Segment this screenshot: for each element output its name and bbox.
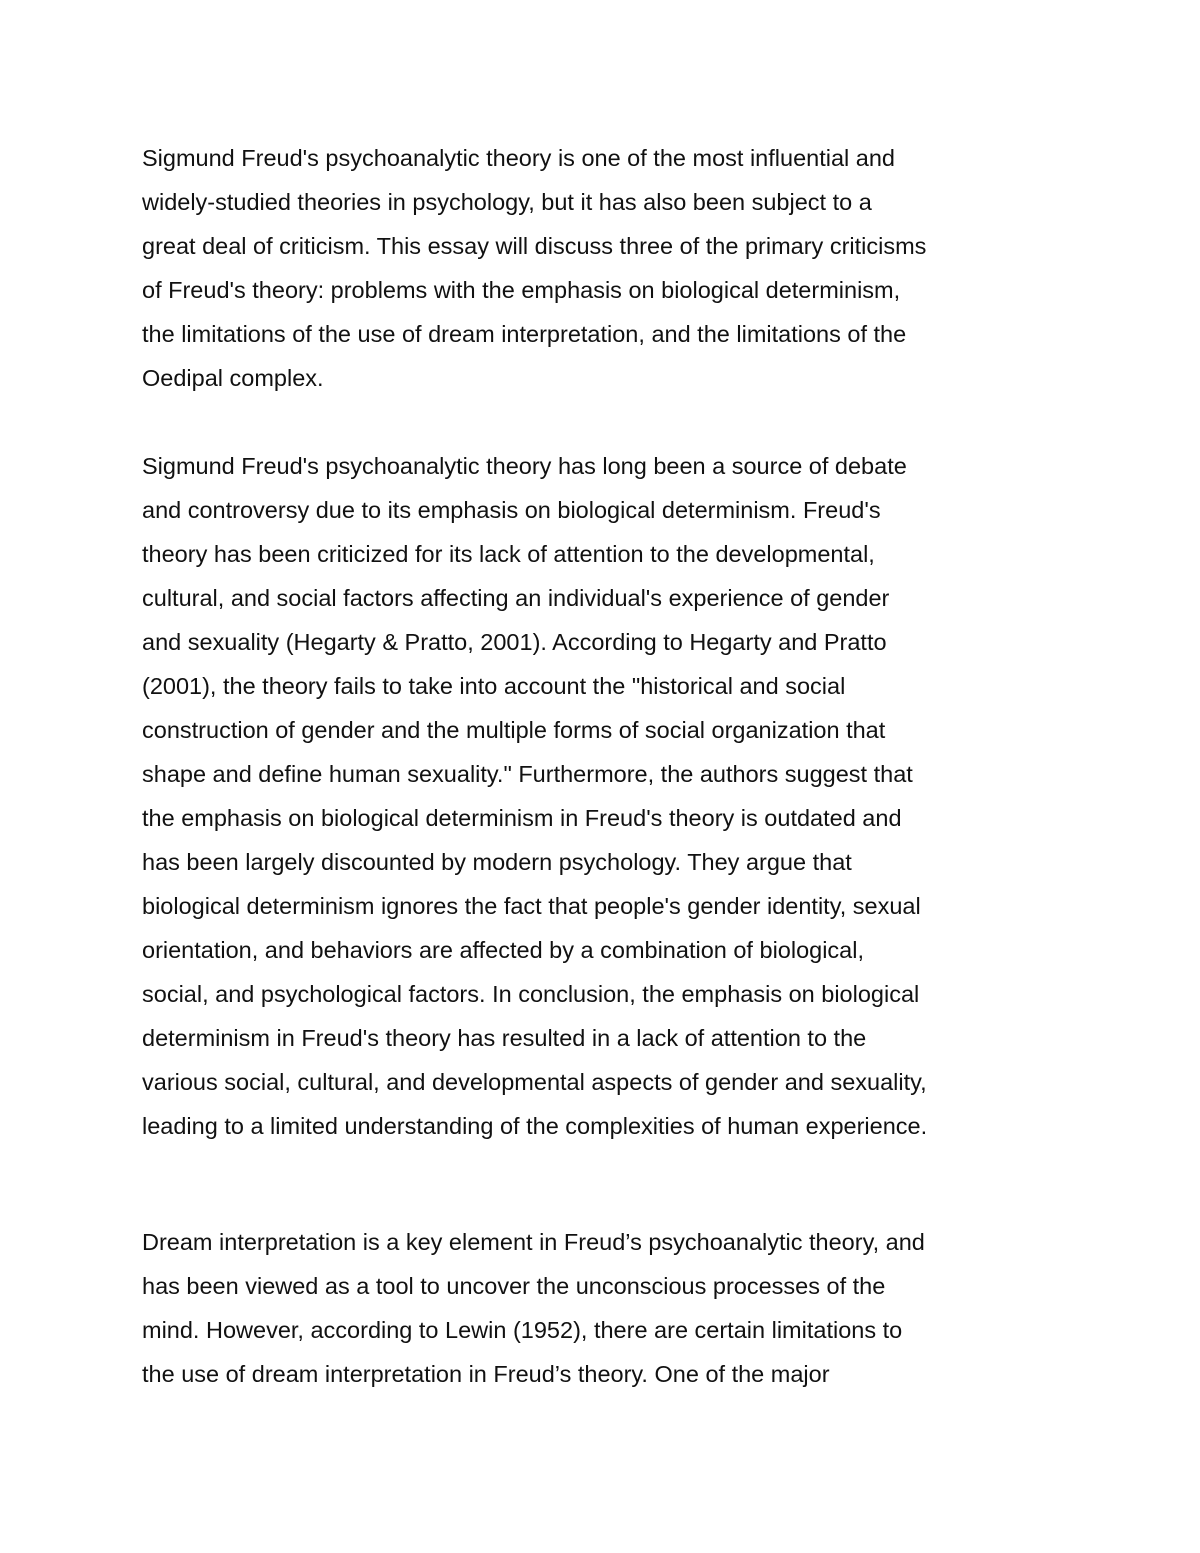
text-line: the limitations of the use of dream interpretation, and the limitations of the [142, 321, 907, 347]
document-body [142, 136, 1072, 1396]
paragraph-dream-interpretation [142, 1220, 1072, 1396]
text-line: and controversy due to its emphasis on biological determinism. Freud's [142, 497, 881, 523]
text-line: has been largely discounted by modern psychology. They argue that [142, 849, 852, 875]
text-line: cultural, and social factors affecting an individual's experience of gender [142, 585, 890, 611]
text-line: mind. However, according to Lewin (1952), there are certain limitations to [142, 1317, 903, 1343]
text-line: construction of gender and the multiple forms of social organization that [142, 717, 886, 743]
text-line: great deal of criticism. This essay will discuss three of the primary criticisms [142, 233, 927, 259]
text-line: widely-studied theories in psychology, but it has also been subject to a [142, 189, 872, 215]
text-line: (2001), the theory fails to take into account the "historical and social [142, 673, 846, 699]
text-line: Oedipal complex. [142, 365, 324, 391]
text-line: various social, cultural, and developmental aspects of gender and sexuality, [142, 1069, 927, 1095]
text-line: social, and psychological factors. In conclusion, the emphasis on biological [142, 981, 920, 1007]
text-line: Sigmund Freud's psychoanalytic theory has long been a source of debate [142, 453, 907, 479]
text-line: Dream interpretation is a key element in Freud’s psychoanalytic theory, and [142, 1229, 925, 1255]
paragraph-intro [142, 136, 1072, 400]
text-line: the use of dream interpretation in Freud’s theory. One of the major [142, 1361, 830, 1387]
text-line: and sexuality (Hegarty & Pratto, 2001). According to Hegarty and Pratto [142, 629, 887, 655]
text-line: of Freud's theory: problems with the emphasis on biological determinism, [142, 277, 901, 303]
text-line: shape and define human sexuality." Furthermore, the authors suggest that [142, 761, 913, 787]
paragraph-biological-determinism [142, 444, 1072, 1148]
text-line: has been viewed as a tool to uncover the unconscious processes of the [142, 1273, 886, 1299]
text-line: leading to a limited understanding of the complexities of human experience. [142, 1113, 928, 1139]
text-line: the emphasis on biological determinism in Freud's theory is outdated and [142, 805, 902, 831]
paragraph-spacer [142, 400, 1072, 444]
text-line: orientation, and behaviors are affected by a combination of biological, [142, 937, 865, 963]
text-line: determinism in Freud's theory has resulted in a lack of attention to the [142, 1025, 867, 1051]
text-line: biological determinism ignores the fact that people's gender identity, sexual [142, 893, 921, 919]
paragraph-spacer [142, 1148, 1072, 1220]
text-line: theory has been criticized for its lack of attention to the developmental, [142, 541, 875, 567]
text-line: Sigmund Freud's psychoanalytic theory is one of the most influential and [142, 145, 895, 171]
